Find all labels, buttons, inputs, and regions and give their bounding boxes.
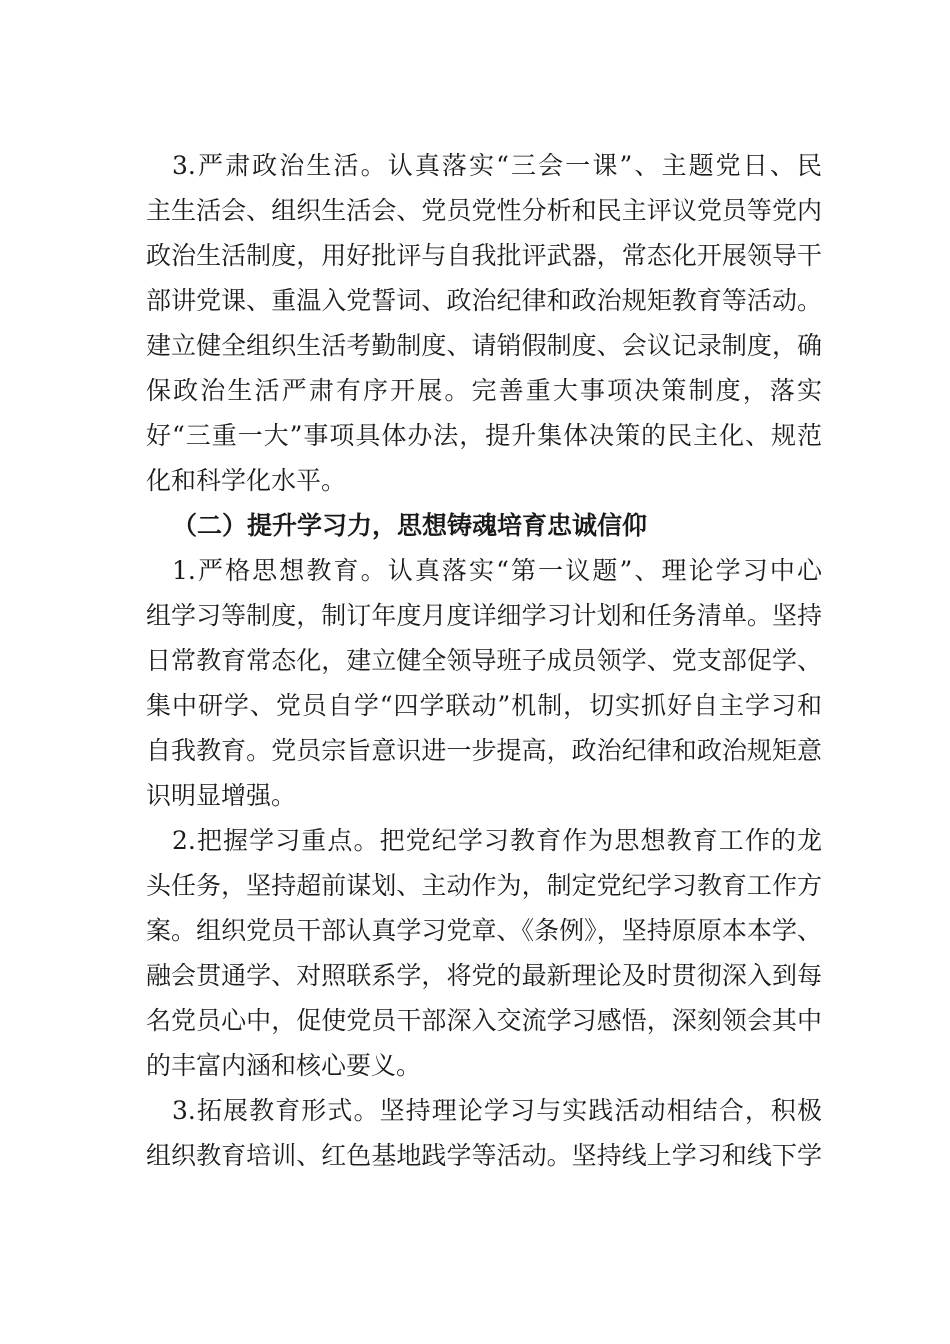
text-line: 部讲党课、重温入党誓词、政治纪律和政治规矩教育等活动。 <box>146 286 822 315</box>
text-line: 保政治生活严肃有序开展。完善重大事项决策制度，落实 <box>146 376 822 405</box>
text-line: 组织教育培训、红色基地践学等活动。坚持线上学习和线下学 <box>146 1141 822 1170</box>
text-line: 融会贯通学、对照联系学，将党的最新理论及时贯彻深入到每 <box>146 961 822 990</box>
text-line: 头任务，坚持超前谋划、主动作为，制定党纪学习教育工作方 <box>146 871 822 900</box>
text-line: 1.严格思想教育。认真落实“第一议题”、理论学习中心 <box>172 556 822 585</box>
text-line: 日常教育常态化，建立健全领导班子成员领学、党支部促学、 <box>146 646 822 675</box>
text-line: 化和科学化水平。 <box>146 466 347 495</box>
section-heading: （二）提升学习力，思想铸魂培育忠诚信仰 <box>172 511 648 540</box>
text-line: 案。组织党员干部认真学习党章、《条例》，坚持原原本本学、 <box>146 916 822 945</box>
text-line: 好“三重一大”事项具体办法，提升集体决策的民主化、规范 <box>146 421 822 450</box>
text-line: 3.拓展教育形式。坚持理论学习与实践活动相结合，积极 <box>172 1096 822 1125</box>
text-line: 主生活会、组织生活会、党员党性分析和民主评议党员等党内 <box>146 196 822 225</box>
text-line: 识明显增强。 <box>146 781 297 810</box>
text-line: 自我教育。党员宗旨意识进一步提高，政治纪律和政治规矩意 <box>146 736 822 765</box>
text-line: 集中研学、党员自学“四学联动”机制，切实抓好自主学习和 <box>146 691 822 720</box>
text-line: 建立健全组织生活考勤制度、请销假制度、会议记录制度，确 <box>146 331 822 360</box>
text-line: 3.严肃政治生活。认真落实“三会一课”、主题党日、民 <box>172 151 822 180</box>
text-line: 名党员心中，促使党员干部深入交流学习感悟，深刻领会其中 <box>146 1006 822 1035</box>
text-line: 2.把握学习重点。把党纪学习教育作为思想教育工作的龙 <box>172 826 822 855</box>
text-line: 政治生活制度，用好批评与自我批评武器，常态化开展领导干 <box>146 241 822 270</box>
text-line: 组学习等制度，制订年度月度详细学习计划和任务清单。坚持 <box>146 601 822 630</box>
text-line: 的丰富内涵和核心要义。 <box>146 1051 422 1080</box>
